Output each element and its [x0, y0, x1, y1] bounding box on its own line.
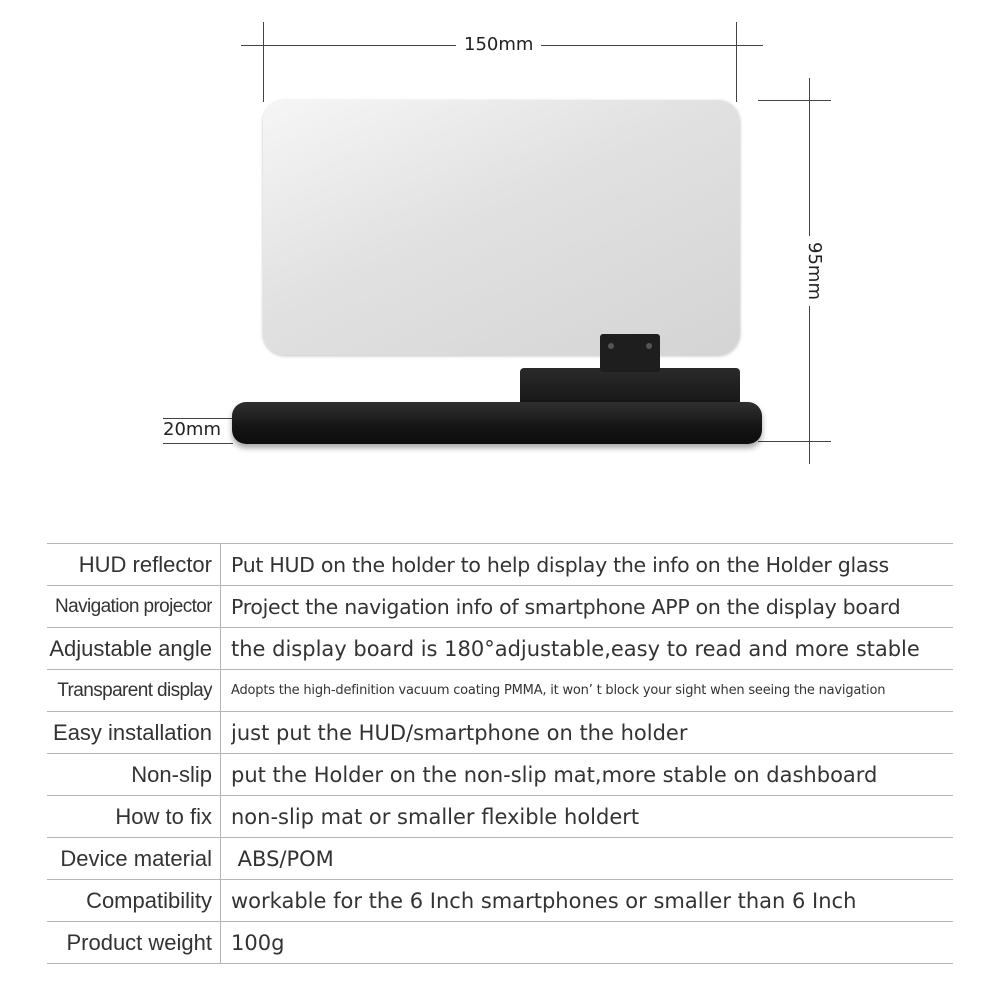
product-figure: [0, 0, 1002, 500]
width-label: 150mm: [456, 35, 541, 55]
screw-icon: [608, 343, 614, 349]
spec-value: put the Holder on the non-slip mat,more stable on dashboard: [231, 762, 878, 787]
spec-value: Project the navigation info of smartphone APP on the display board: [231, 594, 901, 619]
column-divider: [220, 586, 221, 627]
spec-label: Adjustable angle: [49, 635, 212, 661]
spec-value: 100g: [231, 930, 285, 955]
spec-label: Easy installation: [53, 719, 212, 745]
width-tick-left: [263, 22, 264, 102]
spec-row-easy-installation: [47, 712, 953, 754]
column-divider: [220, 754, 221, 795]
spec-table: [47, 543, 953, 964]
column-divider: [220, 712, 221, 753]
spec-value: non-slip mat or smaller flexible holdert: [231, 804, 640, 829]
base-tick-bottom: [163, 443, 233, 444]
spec-value: workable for the 6 Inch smartphones or smaller than 6 Inch: [231, 888, 857, 913]
column-divider: [220, 838, 221, 879]
spec-row-product-weight: [47, 922, 953, 964]
spec-label: Device material: [60, 845, 212, 871]
spec-value: the display board is 180°adjustable,easy to read and more stable: [231, 636, 920, 661]
spec-label: Navigation projector: [55, 595, 212, 617]
glass-clip: [600, 334, 660, 372]
spec-row-device-material: [47, 838, 953, 880]
spec-label: HUD reflector: [78, 551, 212, 577]
spec-value: Put HUD on the holder to help display the info on the Holder glass: [231, 552, 889, 577]
spec-row-compatibility: [47, 880, 953, 922]
column-divider: [220, 628, 221, 669]
width-tick-right: [736, 22, 737, 102]
column-divider: [220, 544, 221, 585]
spec-row-transparent-display: [47, 670, 953, 712]
holder-base: [232, 402, 762, 444]
spec-value: ABS/POM: [231, 846, 334, 871]
column-divider: [220, 880, 221, 921]
column-divider: [220, 922, 221, 963]
spec-row-non-slip: [47, 754, 953, 796]
height-label: 95mm: [804, 236, 824, 306]
column-divider: [220, 670, 221, 711]
hud-reflector-glass: [263, 100, 740, 355]
spec-label: Non-slip: [131, 761, 212, 787]
spec-row-how-to-fix: [47, 796, 953, 838]
spec-row-adjustable-angle: [47, 628, 953, 670]
column-divider: [220, 796, 221, 837]
spec-label: How to fix: [115, 803, 212, 829]
spec-label: Product weight: [66, 929, 212, 955]
spec-label: Transparent display: [57, 679, 212, 701]
spec-row-hud-reflector: [47, 543, 953, 586]
spec-row-navigation-projector: [47, 586, 953, 628]
spec-value: Adopts the high-definition vacuum coating PMMA, it won’ t block your sight when seeing the navigation: [231, 683, 886, 698]
height-tick-top: [758, 100, 831, 101]
spec-label: Compatibility: [86, 887, 212, 913]
screw-icon: [646, 343, 652, 349]
base-label: 20mm: [163, 419, 221, 440]
height-tick-bottom: [758, 441, 831, 442]
spec-value: just put the HUD/smartphone on the holder: [231, 720, 688, 745]
